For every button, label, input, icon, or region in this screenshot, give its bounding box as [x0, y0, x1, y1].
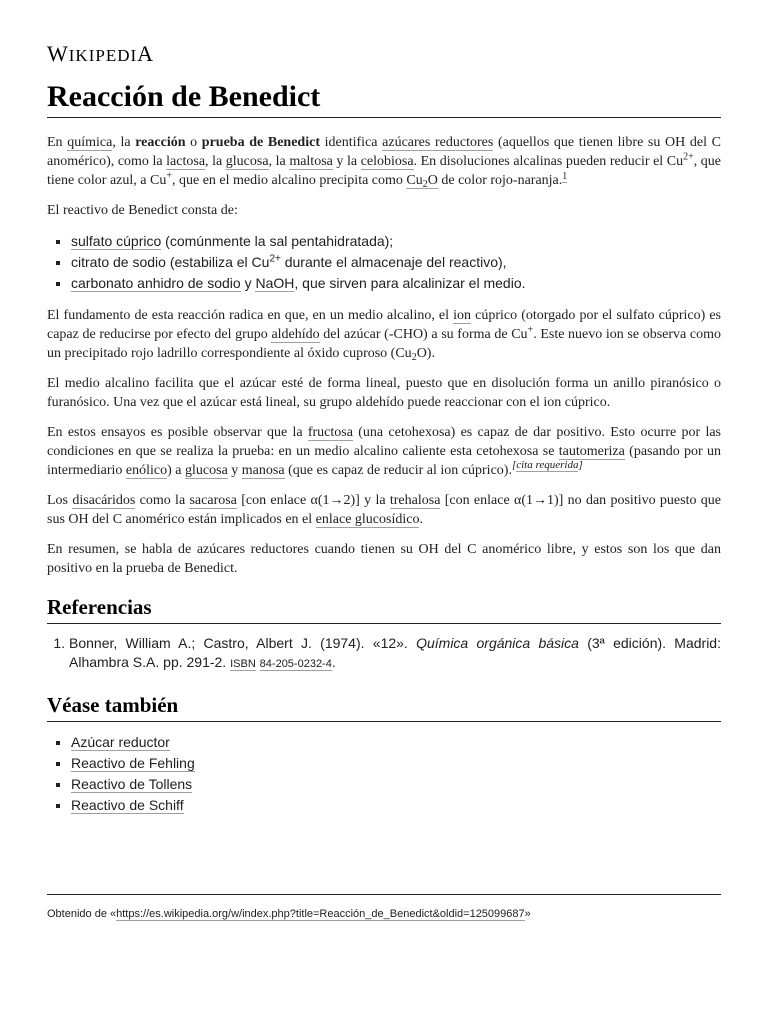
isbn-link[interactable]: ISBN — [230, 658, 256, 670]
references-heading: Referencias — [47, 594, 721, 624]
link-lactosa[interactable]: lactosa — [166, 154, 206, 169]
isbn-number-link[interactable]: 84-205-0232-4 — [259, 658, 332, 670]
link-naoh[interactable]: NaOH — [255, 275, 295, 291]
logo-text-first: W — [47, 41, 69, 66]
logo-text-last: A — [137, 41, 155, 66]
list-item — [71, 795, 721, 816]
link-glucosa[interactable]: glucosa — [225, 154, 269, 169]
list-item — [71, 774, 721, 795]
link-manosa[interactable]: manosa — [241, 463, 285, 478]
list-item — [71, 753, 721, 774]
link-fructosa[interactable]: fructosa — [307, 425, 353, 440]
disacaridos-paragraph: Los disacáridos como la sacarosa [con enlace α(1→2)] y la trehalosa [con enlace α(1→1)] no dan positivo puesto que sus OH del C anomérico están implicados en el enlace glucosídico. — [47, 493, 722, 527]
article-body — [47, 133, 721, 828]
link-reactivo-fehling[interactable]: Reactivo de Fehling — [71, 755, 195, 771]
list-item: ▪ sulfato cúprico (comúnmente la sal pentahidratada); — [71, 231, 721, 252]
link-disacaridos[interactable]: disacáridos — [72, 493, 136, 508]
link-trehalosa[interactable]: trehalosa — [389, 493, 441, 508]
alcalino-paragraph: El medio alcalino facilita que el azúcar esté de forma lineal, puesto que en disolución forma un anillo piranósico o furanósico. Una vez que el azúcar está lineal, su grupo aldehído puede reaccionar con el ion cúprico. — [47, 376, 721, 410]
page-title: Reacción de Benedict — [47, 80, 721, 118]
link-sulfato-cuprico[interactable]: sulfato cúprico — [71, 233, 162, 249]
wikipedia-logo[interactable] — [47, 41, 154, 67]
resumen-paragraph: En resumen, se habla de azúcares reductores cuando tienen su OH del C anomérico libre, y estos son los que dan positivo en la prueba de Benedict. — [47, 542, 721, 576]
bold-prueba: prueba de Benedict — [201, 135, 320, 150]
list-item: ▪ carbonato anhidro de sodio y NaOH, que sirven para alcalinizar el medio. — [71, 273, 721, 294]
link-azucar-reductor[interactable]: Azúcar reductor — [71, 734, 170, 750]
link-reactivo-schiff[interactable]: Reactivo de Schiff — [71, 797, 184, 813]
fructosa-paragraph: En estos ensayos es posible observar que la fructosa (una cetohexosa) es capaz de dar positivo. Esto ocurre por las condiciones en que se realiza la prueba: en un medio alcalino caliente esta cetohexosa se tautomeriza (pasando por un intermediario enólico) a glucosa y manosa (que es capaz de reducir al ion cúprico).[cita requerida] — [47, 425, 722, 478]
reference-item: 1. Bonner, William A.; Castro, Albert J. (1974). «12». Química orgánica básica (3ª edición). Madrid: Alhambra S.A. pp. 291-2. ISBN 84-205-0232-4. — [69, 634, 721, 674]
footer-source: Obtenido de «https://es.wikipedia.org/w/index.php?title=Reacción_de_Benedict&oldid=125099687» — [47, 908, 531, 920]
reactivo-intro: El reactivo de Benedict consta de: — [47, 203, 238, 218]
bold-reaccion: reacción — [135, 135, 186, 150]
link-sacarosa[interactable]: sacarosa — [189, 493, 237, 508]
references-list — [47, 634, 721, 674]
link-aldehido[interactable]: aldehído — [271, 327, 320, 342]
fundamento-paragraph: El fundamento de esta reacción radica en que, en un medio alcalino, el ion cúprico (otorgado por el sulfato cúprico) es capaz de reducirse por efecto del grupo aldehído del azúcar (-CHO) a su forma de Cu+. Este nuevo ion se observa como un precipitado rojo ladrillo correspondiente al óxido cuproso $(Cu_2O)$. — [47, 308, 722, 363]
link-enlace-glucosidico[interactable]: enlace glucosídico — [315, 512, 420, 527]
link-cu2o[interactable]: $Cu_2O$ — [406, 173, 438, 190]
link-carbonato[interactable]: carbonato anhidro de sodio — [71, 275, 241, 291]
link-quimica[interactable]: química — [67, 135, 113, 150]
intro-paragraph: En química, la reacción o prueba de Benedict identifica azúcares reductores (aquellos que tienen libre su OH del C anomérico), como la lactosa, la glucosa, la maltosa y la celobiosa. En disoluciones alcalinas pueden reducir el $Cu^{2+}$, que tiene color azul, a Cu+, que en el medio alcalino precipita como $Cu_2O$ de color rojo-naranja.$^1$ — [47, 135, 722, 190]
link-tautomeriza[interactable]: tautomeriza — [558, 444, 625, 459]
reference-1-link[interactable]: 1 — [562, 170, 568, 182]
link-maltosa[interactable]: maltosa — [289, 154, 333, 169]
citation-needed[interactable]: [cita requerida] — [511, 458, 583, 471]
footer-divider — [47, 894, 721, 895]
see-also-list — [47, 732, 721, 816]
link-enolico[interactable]: enólico — [125, 463, 168, 478]
logo-text-middle: IKIPEDI — [68, 46, 138, 65]
list-item: ▪ citrato de sodio (estabiliza el $Cu^{2+}$ durante el almacenaje del reactivo), — [71, 252, 721, 273]
link-reactivo-tollens[interactable]: Reactivo de Tollens — [71, 776, 193, 792]
link-glucosa-2[interactable]: glucosa — [185, 463, 228, 478]
list-item — [71, 732, 721, 753]
link-celobiosa[interactable]: celobiosa — [360, 154, 414, 169]
components-list — [47, 231, 721, 294]
link-ion[interactable]: ion — [453, 308, 472, 323]
link-azucares-reductores[interactable]: azúcares reductores — [382, 135, 494, 150]
see-also-heading: Véase también — [47, 692, 721, 722]
source-url-link[interactable]: https://es.wikipedia.org/w/index.php?title=Reacción_de_Benedict&oldid=125099687 — [116, 908, 525, 920]
